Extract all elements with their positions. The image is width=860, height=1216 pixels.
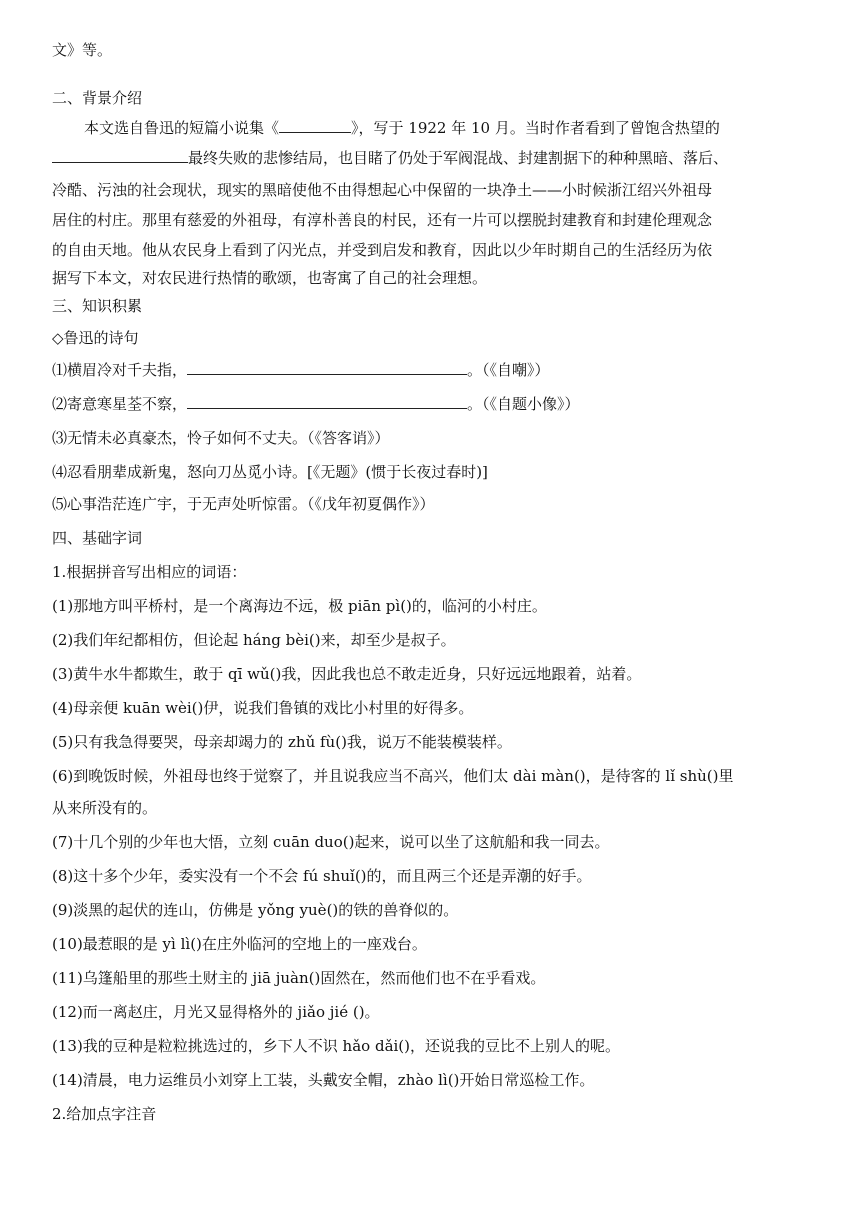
background-text-1a: 本文选自鲁迅的短篇小说集《 xyxy=(84,119,280,137)
vocab-item: (9)淡黑的起伏的连山，仿佛是 yǒng yuè()的铁的兽脊似的。 xyxy=(52,901,459,919)
task-1-instruction: 1.根据拼音写出相应的词语： xyxy=(52,563,247,581)
vocab-item: (14)清晨，电力运维员小刘穿上工装，头戴安全帽，zhào lì()开始日常巡检工作。 xyxy=(52,1071,595,1089)
background-paragraph-line-2 xyxy=(52,148,728,168)
poem-2-source: 。（《自题小像》） xyxy=(467,395,580,413)
poem-line-2 xyxy=(52,394,580,414)
poem-line-4: ⑷忍看朋辈成新鬼，怒向刀丛觅小诗。[《无题》(惯于长夜过春时)] xyxy=(52,463,488,481)
background-paragraph-line-5: 的自由天地。他从农民身上看到了闪光点，并受到启发和教育，因此以少年时期自己的生活经历为依 xyxy=(52,241,713,259)
vocab-item: (6)到晚饭时候，外祖母也终于觉察了，并且说我应当不高兴，他们太 dài màn()，是待客的 lǐ shù()里 xyxy=(52,767,734,785)
revolution-blank[interactable] xyxy=(52,148,188,163)
vocab-item: (10)最惹眼的是 yì lì()在庄外临河的空地上的一座戏台。 xyxy=(52,935,427,953)
vocab-item: (7)十几个别的少年也大悟，立刻 cuān duo()起来，说可以坐了这航船和我一同去。 xyxy=(52,833,610,851)
vocab-item: (12)而一离赵庄，月光又显得格外的 jiǎo jié ()。 xyxy=(52,1003,380,1021)
poem-1-source: 。（《自嘲》） xyxy=(467,361,550,379)
poem-1-blank[interactable] xyxy=(187,360,467,375)
vocab-item: (13)我的豆种是粒粒挑选过的，乡下人不识 hǎo dǎi()，还说我的豆比不上别人的呢。 xyxy=(52,1037,621,1055)
vocab-item: (11)乌篷船里的那些土财主的 jiā juàn()固然在，然而他们也不在乎看戏。 xyxy=(52,969,546,987)
poem-2-given: ⑵寄意寒星荃不察， xyxy=(52,395,188,413)
poem-line-5: ⑸心事浩茫连广宇，于无声处听惊雷。（《戊年初夏偶作》） xyxy=(52,495,435,513)
background-paragraph-line-1 xyxy=(84,118,720,138)
poem-1-given: ⑴横眉冷对千夫指， xyxy=(52,361,188,379)
vocab-item: (8)这十多个少年，委实没有一个不会 fú shuǐ()的，而且两三个还是弄潮的好手。 xyxy=(52,867,592,885)
background-paragraph-line-4: 居住的村庄。那里有慈爱的外祖母，有淳朴善良的村民，还有一片可以摆脱封建教育和封建伦理观念 xyxy=(52,211,713,229)
poem-line-3: ⑶无情未必真豪杰，怜子如何不丈夫。（《答客诮》） xyxy=(52,429,390,447)
section-heading-background: 二、背景介绍 xyxy=(52,89,143,107)
intro-tail: 文》等。 xyxy=(52,41,113,59)
poem-line-1 xyxy=(52,360,550,380)
vocab-item: (5)只有我急得要哭，母亲却竭力的 zhǔ fù()我，说万不能装模装样。 xyxy=(52,733,512,751)
section-heading-knowledge: 三、知识积累 xyxy=(52,297,143,315)
task-2-instruction: 2.给加点字注音 xyxy=(52,1105,157,1123)
background-paragraph-line-6: 据写下本文，对农民进行热情的歌颂，也寄寓了自己的社会理想。 xyxy=(52,269,488,287)
vocab-item: (1)那地方叫平桥村，是一个离海边不远，极 piān pì()的，临河的小村庄。 xyxy=(52,597,547,615)
background-text-2: 最终失败的悲惨结局，也目睹了仍处于军阀混战、封建割据下的种种黑暗、落后、 xyxy=(188,149,729,167)
subheading-poems: ◇鲁迅的诗句 xyxy=(52,329,139,347)
background-paragraph-line-3: 冷酷、污浊的社会现状，现实的黑暗使他不由得想起心中保留的一块净土——小时候浙江绍兴外祖母 xyxy=(52,181,713,199)
vocab-item: (3)黄牛水牛都欺生，敢于 qī wǔ()我，因此我也总不敢走近身，只好远远地跟着，站着。 xyxy=(52,665,642,683)
section-heading-vocabulary: 四、基础字词 xyxy=(52,529,143,547)
vocab-item: (2)我们年纪都相仿，但论起 háng bèi()来，却至少是叔子。 xyxy=(52,631,456,649)
background-text-1b: 》，写于 1922 年 10 月。当时作者看到了曾饱含热望的 xyxy=(351,119,720,137)
vocab-item: (4)母亲便 kuān wèi()伊，说我们鲁镇的戏比小村里的好得多。 xyxy=(52,699,474,717)
vocab-item-continuation: 从来所没有的。 xyxy=(52,799,158,817)
poem-2-blank[interactable] xyxy=(187,394,467,409)
collection-name-blank[interactable] xyxy=(279,118,351,133)
